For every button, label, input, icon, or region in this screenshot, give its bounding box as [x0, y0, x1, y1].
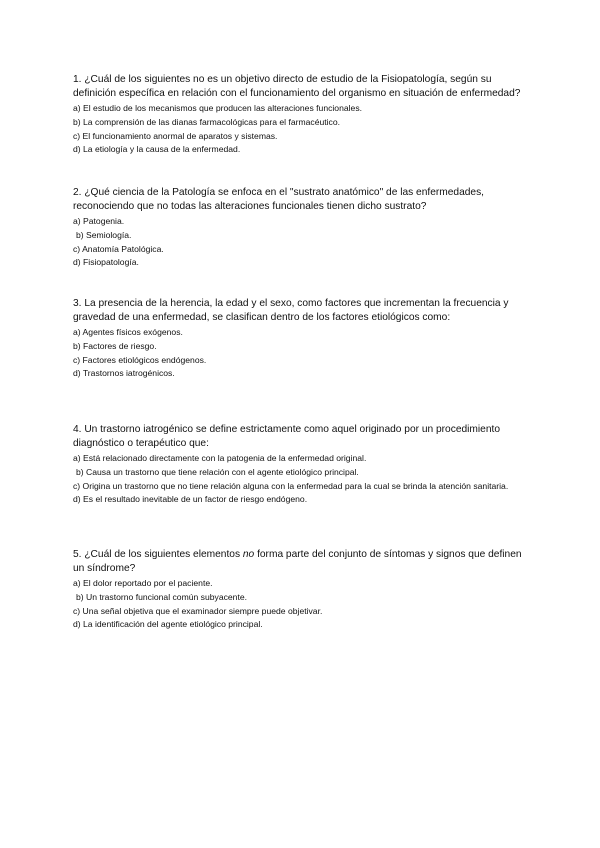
question-3-option-d: d) Trastornos iatrogénicos. [73, 368, 175, 379]
question-5-stem-end: forma parte del conjunto de síntomas y signos que definen un síndrome? [73, 549, 522, 575]
question-1 [73, 73, 533, 157]
question-4-option-d: d) Es el resultado inevitable de un factor de riesgo endógeno. [73, 494, 308, 505]
question-4-option-a: a) Está relacionado directamente con la patogenia de la enfermedad original. [73, 453, 367, 464]
question-3-option-a: a) Agentes físicos exógenos. [73, 327, 183, 338]
question-5-option-a: a) El dolor reportado por el paciente. [73, 578, 213, 589]
question-5-stem-start: 5. ¿Cuál de los siguientes elementos [73, 549, 243, 560]
question-2-option-b: b) Semiología. [76, 230, 132, 240]
question-2-option-d: d) Fisiopatología. [73, 257, 139, 268]
question-3-stem: 3. La presencia de la herencia, la edad y el sexo, como factores que incrementan la frecuencia y gravedad de una enfermedad, se clasifican dentro de los factores etiológicos como: [73, 298, 509, 324]
question-1-option-d: d) La etiología y la causa de la enfermedad. [73, 144, 241, 155]
question-2-option-a: a) Patogenia. [73, 216, 125, 227]
question-1-option-b: b) La comprensión de las dianas farmacológicas para el farmacéutico. [73, 117, 341, 127]
question-4-option-c: c) Origina un trastorno que no tiene relación alguna con la enfermedad para la cual se brinda la atención sanitaria. [73, 480, 509, 491]
question-3 [73, 297, 533, 381]
question-1-option-a: a) El estudio de los mecanismos que producen las alteraciones funcionales. [73, 103, 363, 114]
question-2-stem: 2. ¿Qué ciencia de la Patología se enfoca en el "sustrato anatómico" de las enfermedades, reconociendo que no todas las alteraciones funcionales tienen dicho sustrato? [73, 187, 485, 213]
question-2-option-c: c) Anatomía Patológica. [73, 243, 164, 254]
question-5-stem [73, 548, 533, 576]
question-4-option-b: b) Causa un trastorno que tiene relación con el agente etiológico principal. [76, 467, 359, 477]
question-3-option-c: c) Factores etiológicos endógenos. [73, 354, 207, 365]
question-1-stem: 1. ¿Cuál de los siguientes no es un objetivo directo de estudio de la Fisiopatología, según su definición específica en relación con el funcionamiento del organismo en situación de enfermedad? [73, 74, 521, 100]
question-1-option-c: c) El funcionamiento anormal de aparatos y sistemas. [73, 130, 278, 141]
question-5-option-d: d) La identificación del agente etiológico principal. [73, 619, 263, 630]
question-2 [73, 186, 533, 270]
question-5-stem-emphasis: no [242, 549, 255, 560]
question-5-option-b: b) Un trastorno funcional común subyacente. [76, 592, 248, 602]
question-4-stem: 4. Un trastorno iatrogénico se define estrictamente como aquel originado por un procedimiento diagnóstico o terapéutico que: [73, 424, 500, 450]
question-5-option-c: c) Una señal objetiva que el examinador siempre puede objetivar. [73, 605, 323, 616]
question-5 [73, 548, 533, 632]
question-4 [73, 423, 533, 507]
question-3-option-b: b) Factores de riesgo. [73, 341, 157, 351]
